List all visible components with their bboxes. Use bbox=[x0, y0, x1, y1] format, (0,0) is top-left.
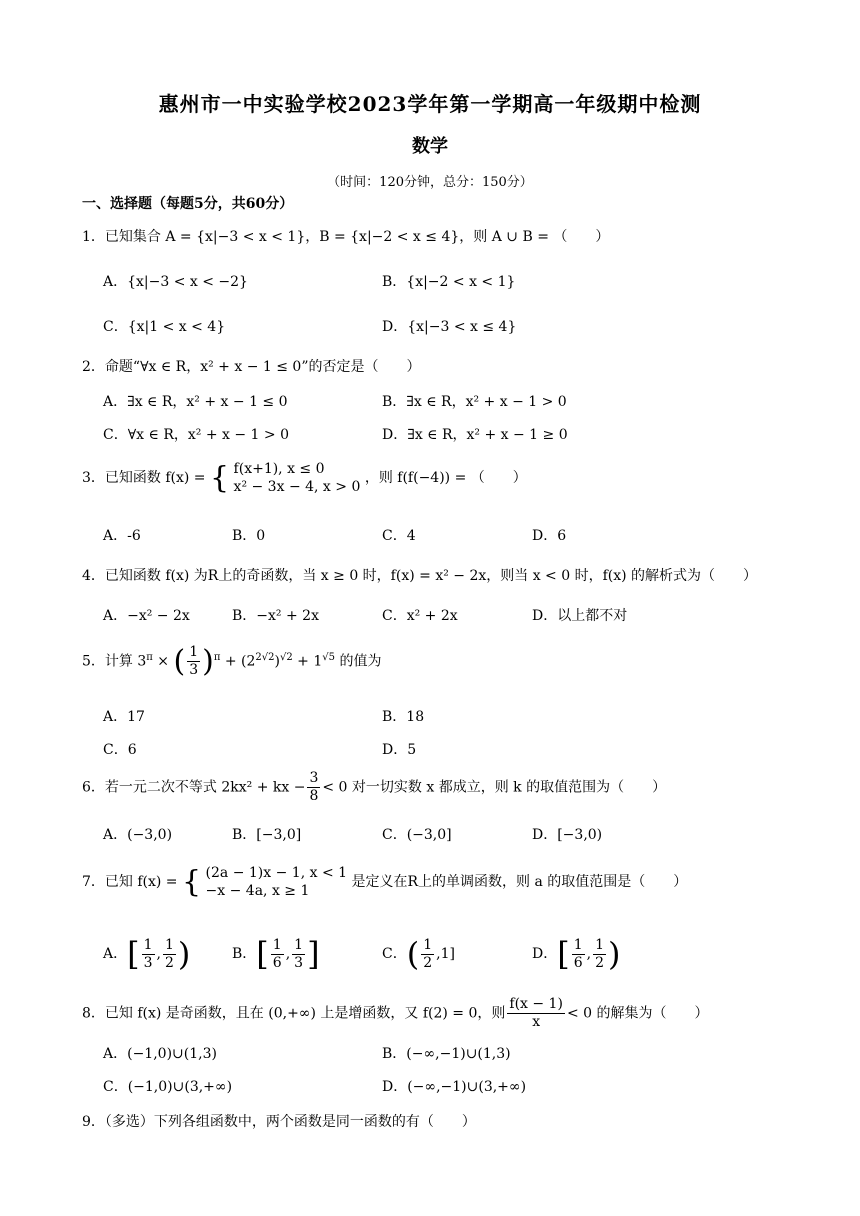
q5-option-b: B．18 bbox=[382, 709, 425, 725]
q2-option-b: B．∃x ∈ R，x² + x − 1 > 0 bbox=[382, 394, 567, 410]
q6-tail: < 0 对一切实数 x 都成立，则 k 的取值范围为（ ） bbox=[322, 779, 667, 796]
question-7-stem bbox=[82, 864, 687, 900]
q1-option-a: A．{x|−3 < x < −2} bbox=[103, 274, 248, 290]
q3-tail: ，则 f(f(−4)) = （ ） bbox=[364, 470, 527, 486]
q3-case-2: x² − 3x − 4, x > 0 bbox=[233, 479, 361, 495]
q3-option-a: A．-6 bbox=[103, 528, 141, 544]
q6-option-a: A．(−3,0) bbox=[103, 827, 173, 843]
q3-piecewise bbox=[234, 460, 361, 496]
q7-option-c bbox=[382, 936, 455, 972]
time-info: （时间：120分钟，总分：150分） bbox=[327, 175, 533, 190]
question-6-stem bbox=[82, 770, 666, 805]
q5-part-2: + (2 bbox=[220, 653, 256, 670]
q7-a-n2: 1 bbox=[164, 936, 174, 953]
q5-exp-pi: π bbox=[146, 651, 153, 663]
q7-c-frac-1 bbox=[421, 937, 434, 972]
q8-option-c: C．(−1,0)∪(3,+∞) bbox=[103, 1079, 233, 1095]
q1-option-b: B．{x|−2 < x < 1} bbox=[382, 274, 516, 290]
q7-b-label: B． bbox=[232, 946, 257, 962]
q5-paren-close: ) bbox=[202, 644, 214, 679]
q7-d-n2: 1 bbox=[595, 936, 605, 953]
q7-a-n1: 1 bbox=[143, 936, 153, 953]
q7-b-open: [ bbox=[256, 935, 269, 973]
q3-brace: { bbox=[210, 460, 230, 496]
q5-exp-4: √5 bbox=[322, 651, 336, 663]
q7-option-b: B．[ $\frac{1}{6}$ , $\frac{1}{3}$ ] bbox=[232, 935, 320, 973]
q3-option-b: B．0 bbox=[232, 528, 266, 544]
q7-tail: 是定义在R上的单调函数，则 a 的取值范围是（ ） bbox=[351, 874, 688, 890]
question-9-stem: 9．（多选）下列各组函数中，两个函数是同一函数的有（ ） bbox=[82, 1114, 476, 1130]
q8-option-a: A．(−1,0)∪(1,3) bbox=[103, 1046, 217, 1062]
question-1-stem: 1．已知集合 A = {x|−3 < x < 1}，B = {x|−2 < x ≤ 4}，则 A ∪ B = （ ） bbox=[82, 229, 610, 245]
q7-a-frac-2 bbox=[163, 937, 176, 972]
q8-fraction bbox=[507, 996, 565, 1031]
q7-c-rest: ,1] bbox=[436, 946, 455, 962]
q3-lead: 3．已知函数 f(x) = bbox=[82, 470, 206, 486]
q7-c-d1: 2 bbox=[423, 954, 433, 971]
q8-denominator: x bbox=[532, 1014, 541, 1030]
q2-option-d: D．∃x ∈ R，x² + x − 1 ≥ 0 bbox=[382, 427, 568, 443]
q6-denominator: 8 bbox=[309, 788, 319, 804]
q7-lead: 7．已知 f(x) = bbox=[82, 874, 178, 890]
question-8-stem bbox=[82, 996, 708, 1031]
q7-d-frac-2 bbox=[593, 937, 606, 972]
q5-exp-2: 2√2 bbox=[255, 651, 275, 663]
q7-b-d1: 6 bbox=[272, 954, 282, 971]
q7-a-close: ) bbox=[177, 935, 191, 973]
q5-tail: 的值为 bbox=[335, 653, 382, 670]
q7-a-d2: 2 bbox=[164, 954, 174, 971]
q7-piecewise bbox=[206, 864, 347, 900]
q4-option-b: B．−x² + 2x bbox=[232, 608, 319, 624]
q7-case-1: (2a − 1)x − 1, x < 1 bbox=[205, 865, 348, 881]
q1-option-c: C．{x|1 < x < 4} bbox=[103, 319, 226, 335]
q7-b-close: ] bbox=[307, 935, 320, 973]
q7-d-open: [ bbox=[557, 935, 570, 973]
q5-lead: 5．计算 3 bbox=[82, 653, 147, 670]
q4-option-c: C．x² + 2x bbox=[382, 608, 458, 624]
q5-option-c: C．6 bbox=[103, 742, 137, 758]
q3-option-d: D．6 bbox=[532, 528, 567, 544]
q5-times: × bbox=[152, 653, 174, 670]
q5-paren-open: ( bbox=[173, 644, 186, 679]
q7-a-d1: 3 bbox=[143, 954, 153, 971]
q5-part-4: + 1 bbox=[292, 653, 323, 670]
q1-option-d: D．{x|−3 < x ≤ 4} bbox=[382, 319, 517, 335]
q7-d-n1: 1 bbox=[573, 936, 583, 953]
q7-b-n1: 1 bbox=[272, 936, 282, 953]
q5-numerator: 1 bbox=[189, 644, 199, 660]
q3-case-1: f(x+1), x ≤ 0 bbox=[233, 461, 325, 477]
q5-option-d: D．5 bbox=[382, 742, 417, 758]
q7-a-open: [ bbox=[127, 935, 140, 973]
q2-option-a: A．∃x ∈ R，x² + x − 1 ≤ 0 bbox=[103, 394, 288, 410]
q5-denominator: 3 bbox=[189, 662, 199, 678]
q2-option-c: C．∀x ∈ R，x² + x − 1 > 0 bbox=[103, 427, 289, 443]
question-2-stem: 2．命题“∀x ∈ R，x² + x − 1 ≤ 0”的否定是（ ） bbox=[82, 359, 421, 375]
q4-option-a: A．−x² − 2x bbox=[103, 608, 190, 624]
q7-a-label: A． bbox=[103, 946, 128, 962]
q4-option-d: D．以上都不对 bbox=[532, 608, 628, 624]
q6-option-d: D．[−3,0) bbox=[532, 827, 603, 843]
q5-exp-1: π bbox=[213, 651, 221, 663]
q6-fraction bbox=[307, 770, 320, 805]
q7-d-close: ) bbox=[608, 935, 621, 973]
q7-option-d: D．[ $\frac{1}{6}$ , $\frac{1}{2}$ ) bbox=[532, 935, 621, 973]
q6-numerator: 3 bbox=[309, 770, 319, 786]
q7-brace: { bbox=[182, 864, 202, 900]
q7-b-d2: 3 bbox=[294, 954, 304, 971]
question-5-stem bbox=[82, 644, 381, 679]
q5-fraction bbox=[187, 644, 200, 679]
q7-d-frac-1 bbox=[572, 937, 585, 972]
q7-d-label: D． bbox=[532, 946, 558, 962]
q7-c-n1: 1 bbox=[423, 936, 433, 953]
q7-b-n2: 1 bbox=[294, 936, 304, 953]
q7-c-open: ( bbox=[406, 935, 420, 973]
q7-a-frac-1 bbox=[142, 937, 155, 972]
q7-case-2: −x − 4a, x ≥ 1 bbox=[205, 883, 310, 899]
subject-title: 数学 bbox=[412, 136, 448, 157]
q8-option-d: D．(−∞,−1)∪(3,+∞) bbox=[382, 1079, 527, 1095]
q8-option-b: B．(−∞,−1)∪(1,3) bbox=[382, 1046, 511, 1062]
q6-lead: 6．若一元二次不等式 2kx² + kx − bbox=[82, 779, 306, 796]
q5-option-a: A．17 bbox=[103, 709, 145, 725]
q7-c-label: C． bbox=[382, 946, 407, 962]
exam-title: 惠州市一中实验学校2023学年第一学期高一年级期中检测 bbox=[158, 92, 702, 116]
q8-numerator: f(x − 1) bbox=[509, 996, 563, 1012]
q7-d-d2: 2 bbox=[595, 954, 605, 971]
q5-exp-3: √2 bbox=[280, 651, 293, 663]
q8-lead: 8．已知 f(x) 是奇函数，且在 (0,+∞) 上是增函数，又 f(2) = 0，则 bbox=[82, 1005, 506, 1022]
q6-option-c: C．(−3,0] bbox=[382, 827, 452, 843]
q8-tail: < 0 的解集为（ ） bbox=[566, 1005, 709, 1022]
q7-b-frac-2 bbox=[292, 937, 305, 972]
section-heading: 一、选择题（每题5分，共60分） bbox=[82, 196, 294, 212]
question-3-stem bbox=[82, 460, 527, 496]
q7-b-frac-1 bbox=[271, 937, 284, 972]
q6-option-b: B．[−3,0] bbox=[232, 827, 302, 843]
question-4-stem: 4．已知函数 f(x) 为R上的奇函数，当 x ≥ 0 时，f(x) = x² − 2x，则当 x < 0 时，f(x) 的解析式为（ ） bbox=[82, 568, 758, 584]
q5-part-3: ) bbox=[274, 653, 280, 670]
q7-option-a: A．[ $\frac{1}{3}$ , $\frac{1}{2}$ ) bbox=[103, 935, 191, 973]
q3-option-c: C．4 bbox=[382, 528, 416, 544]
q7-d-d1: 6 bbox=[573, 954, 583, 971]
